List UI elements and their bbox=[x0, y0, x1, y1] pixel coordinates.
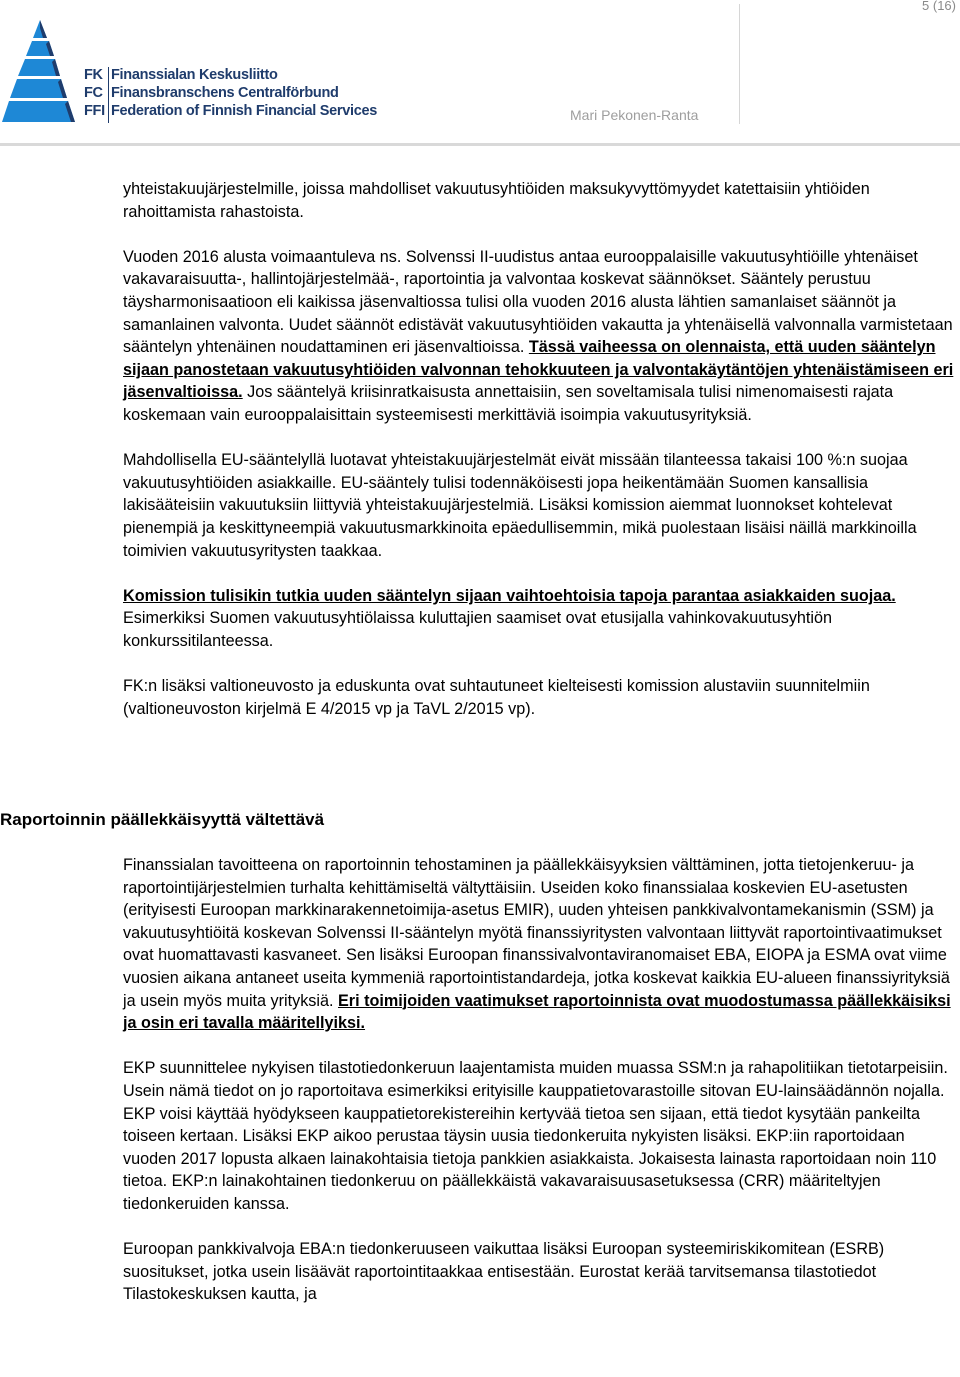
paragraph bbox=[123, 246, 959, 427]
logo-name: Finansbranschens Centralförbund bbox=[111, 85, 339, 101]
logo-abbr: FC bbox=[84, 85, 103, 101]
text-run: Finanssialan tavoitteena on raportoinnin tehostaminen ja päällekkäisyyksien välttäminen, jotta tietojenkeruu- ja raportointijärjestelmien turhalta kehittämiseltä vältyttäisiin. Useiden koko finanssialaa koskevien EU-asetusten (erityisesti Euroopan markkinarakennetoimija-asetus EMIR), uuden yhteisen pankkivalvontamekanismin (SSM) ja vakuutusyhtiöitä koskevan Solvenssi II-sääntelyn myötä finanssiyritysten valvontaan liittyvät raportointivaatimukset ovat huomattavasti kasvaneet. Sen lisäksi Euroopan finanssivalvontaviranomaiset EBA, EIOPA ja ESMA ovat viime vuosien aikana antaneet useita kymmeniä raportointistandardeja, jotka koskevat kaikkia EU-alueen finanssiyrityksiä ja usein myös muita yrityksiä. bbox=[123, 856, 950, 1010]
text-run: Esimerkiksi Suomen vakuutusyhtiölaissa kuluttajien saamiset ovat etusijalla vahinkovakuutusyhtiön konkurssitilanteessa. bbox=[123, 609, 833, 650]
logo-text bbox=[84, 66, 377, 120]
logo-line-fc bbox=[84, 84, 377, 102]
logo-name: Federation of Finnish Financial Services bbox=[111, 103, 377, 119]
section-heading: Raportoinnin päällekkäisyyttä vältettävä bbox=[0, 810, 325, 829]
paragraph bbox=[123, 585, 959, 653]
logo-name: Finanssialan Keskusliitto bbox=[111, 67, 278, 83]
header-rule bbox=[0, 143, 960, 146]
paragraph: Mahdollisella EU-sääntelyllä luotavat yhteistakuujärjestelmät eivät missään tilanteessa takaisi 100 %:n suojaa vakuutusyhtiöiden asiakkaille. EU-sääntely tulisi todennäköisesti jopa heikentämään Suomen kansallisia lakisääteisiin vakuutuksiin liittyviä yhteistakuujärjestelmiä. Lisäksi komission aiemmat luonnokset kohtelevat pienempiä ja keskittyneempiä vakuutusmarkkinoita epäedullisemmin, mikä puolestaan lisäisi näillä markkinoilla toimivien vakuutusyritysten taakkaa. bbox=[123, 451, 917, 560]
author-name: Mari Pekonen-Ranta bbox=[570, 107, 699, 123]
logo-abbr: FFI bbox=[84, 103, 105, 119]
paragraph: Euroopan pankkivalvoja EBA:n tiedonkeruuseen vaikuttaa lisäksi Euroopan systeemiriskikomitean (ESRB) suositukset, jotka usein lisäävät raportointitaakkaa entisestään. Eurostat kerää tarvitsemansa tilastotiedot Tilastokeskuksen kautta, ja bbox=[123, 1240, 885, 1304]
logo-line-fk bbox=[84, 66, 377, 84]
body-text-top bbox=[123, 178, 959, 743]
paragraph: EKP suunnittelee nykyisen tilastotiedonkeruun laajentamista muiden muassa SSM:n ja rahapolitiikan tietotarpeisiin. Usein nämä tiedot on jo raportoitava esimerkiksi erityisille kauppatietovarastoille sitovan EU-lainsäädännön nojalla. EKP voisi käyttää hyödykseen kauppatietorekistereihin kertyvää tietoa sen sijaan, että tiedot kysytään pankeilta toiseen kertaan. Lisäksi EKP aikoo perustaa täysin uusia tiedonkeruita nykyisten lisäksi. EKP:iin raportoidaan vuoden 2017 lopusta alkaen lainakohtaisia tietoja pankkien asiakkaista. Jokaisesta lainasta raportoidaan noin 110 tietoa. EKP:n lainakohtainen tiedonkeruu on päällekkäistä vakavaraisuusasetuksessa (CRR) määriteltyjen tiedonkeruiden kanssa. bbox=[123, 1059, 948, 1213]
paragraph: yhteistakuujärjestelmille, joissa mahdolliset vakuutusyhtiöiden maksukyvyttömyydet katettaisiin yhtiöiden rahoittamista rahastoista. bbox=[123, 180, 870, 221]
body-text-bottom bbox=[123, 854, 959, 1328]
paragraph bbox=[123, 854, 959, 1035]
header-divider bbox=[739, 4, 740, 124]
text-run: Vuoden 2016 alusta voimaantuleva ns. Solvenssi II-uudistus antaa eurooppalaisille vakuutusyhtiöille yhtenäiset vakavaraisuutta-, hallintojärjestelmää-, raportointia ja valvontaa koskevat säännökset. Sääntely perustuu täysharmonisaatioon eli kaikissa jäsenvaltiossa tulisi olla vuoden 2016 alusta lähtien samanlaiset säännöt ja samanlainen valvonta. Uudet säännöt edistävät vakuutusyhtiöiden vakautta ja yhtenäisellä valvonnalla varmistetaan sääntelyn yhtenäinen noudattaminen eri jäsenvaltioissa. bbox=[123, 247, 953, 357]
logo-abbr: FK bbox=[84, 67, 103, 83]
page-number: 5 (16) bbox=[922, 0, 956, 13]
logo-line-ffi bbox=[84, 102, 377, 120]
text-run: Jos sääntelyä kriisinratkaisusta annettaisiin, sen soveltamisala tulisi nimenomaisesti rajata koskemaan vain eurooppalaisittain systeemisesti merkittäviä isoimpia vakuutusyrityksiä. bbox=[123, 383, 894, 424]
fk-logo-icon bbox=[0, 18, 80, 126]
emphasis-text: Tässä vaiheessa on olennaista, että uuden sääntelyn sijaan panostetaan vakuutusyhtiöiden valvonnan tehokkuuteen ja valvontakäytäntöjen yhtenäistämiseen eri jäsenvaltioissa. bbox=[123, 338, 954, 402]
paragraph: FK:n lisäksi valtioneuvosto ja eduskunta ovat suhtautuneet kielteisesti komission alustaviin suunnitelmiin (valtioneuvoston kirjelmä E 4/2015 vp ja TaVL 2/2015 vp). bbox=[123, 677, 870, 718]
emphasis-text: Komission tulisikin tutkia uuden sääntelyn sijaan vaihtoehtoisia tapoja parantaa asiakkaiden suojaa. bbox=[123, 586, 896, 605]
emphasis-text: Eri toimijoiden vaatimukset raportoinnista ovat muodostumassa päällekkäisiksi ja osin eri tavalla määritellyiksi. bbox=[123, 991, 951, 1033]
